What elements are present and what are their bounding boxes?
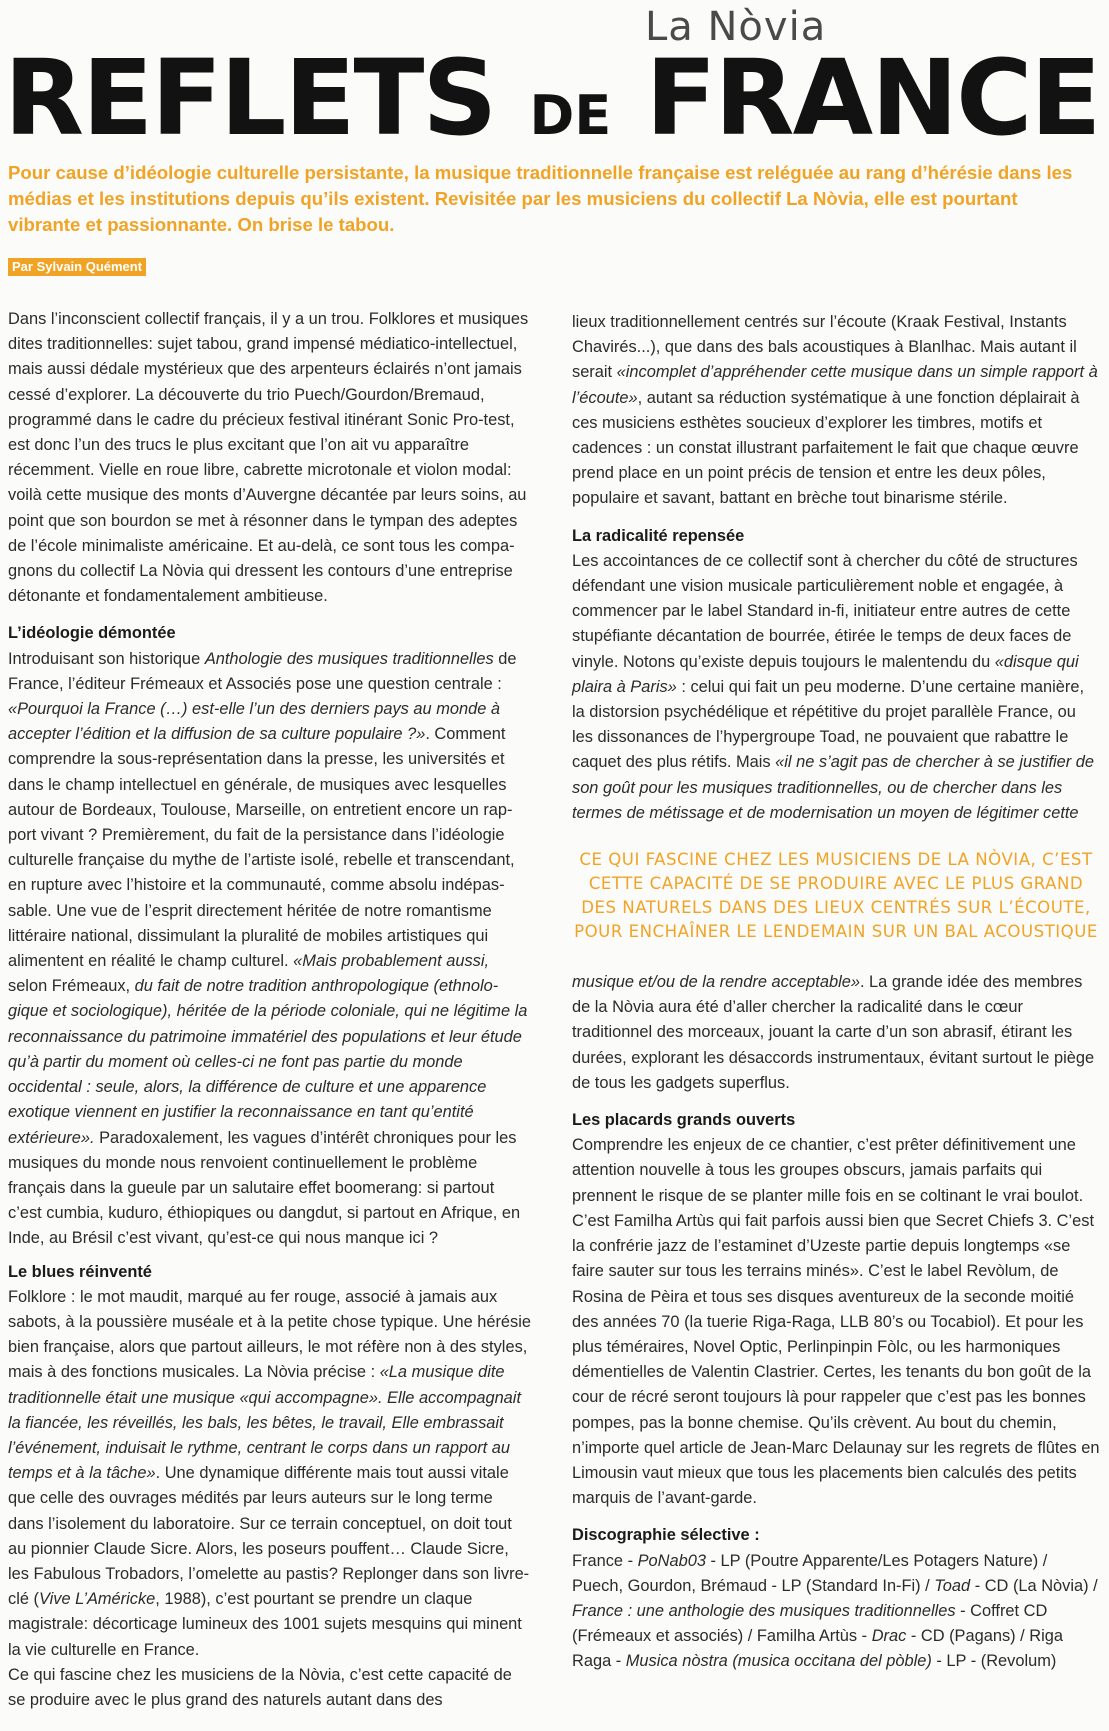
headline bbox=[4, 37, 1100, 168]
paragraph-discographie: France - PoNab03 - LP (Poutre Apparente/Les Potagers Nature) / Puech, Gourdon, Brémaud - LP (Standard In-Fi) / Toad - CD (La Nòvia) / France : une anthologie des musiques traditionnelles - Coffret CD (Frémeaux et associés) / Familha Artùs - Drac - CD (Pagans) / Riga Raga - Musica nòstra (musica occitana del pòble) - LP - (Revolum) bbox=[572, 1551, 1098, 1671]
paragraph-radicalite: Les accointances de ce collectif sont à chercher du côté de structures défendant une vision musicale particulièrement noble et engagée, à commencer par le label Standard in-fi, initiateur entre autres de cette stupéfiante décantation de bourrée, étirée le temps de deux faces de vinyle. Notons qu’existe depuis toujours le malentendu du «disque qui plaira à Paris» : celui qui fait un peu moderne. D’une certaine manière, la distorsion psychédélique et répétitive du projet parallèle France, ou les dissonances de l’hypergroupe Toad, ne pouvaient que rabattre le caquet des plus rétifs. Mais «il ne s’agit pas de chercher à se justifier de son goût pour les musiques traditionnelles, ou de chercher dans les termes de métissage et de modernisation un moyen de légitimer cette bbox=[572, 551, 1095, 822]
pull-quote: CE QUI FASCINE CHEZ LES MUSICIENS DE LA NÒVIA, C’EST CETTE CAPACITÉ DE SE PRODUIRE AVEC LE PLUS GRAND DES NATURELS DANS DES LIEUX CENTRÉS SUR L’ÉCOUTE, POUR ENCHAÎNER LE LENDEMAIN SUR UN BAL ACOUSTIQUE bbox=[574, 850, 1098, 942]
subheading-placards: Les placards grands ouverts bbox=[572, 1111, 796, 1130]
headline-france: FRANCE bbox=[611, 37, 1100, 159]
lead-paragraph: Pour cause d’idéologie culturelle persistante, la musique traditionnelle française est reléguée au rang d’hérésie dans les médias et les institutions depuis qu’ils existent. Revisitée par les musiciens du collectif La Nòvia, elle est pourtant vibrante et passionnante. On brise le tabou. bbox=[8, 162, 1073, 235]
subheading-blues: Le blues réinventé bbox=[8, 1262, 152, 1281]
paragraph-intro: Dans l’inconscient collectif français, il y a un trou. Folklores et musiques dites traditionnelles: sujet tabou, grand impensé médiatico-intellectuel, mais aussi dédale mystérieux que des arpenteurs éclairés n’ont jamais cessé d’explorer. La découverte du trio Puech/Gourdon/Bremaud, programmé dans le cadre du précieux festival itinérant Sonic Pro-test, est donc l’un des trucs le plus excitant que l’on ait vu apparaître récemment. Vielle en roue libre, cabrette microtonale et violon modal: voilà cette musique des monts d’Auvergne décantée par leurs soins, au point que son bourdon se met à résonner dans le tympan des adeptes de l’école minimaliste américaine. Et au-delà, ce sont tous les compa-gnons du collectif La Nòvia qui dressent les contours d’une entreprise détonante et fondamentalement ambitieuse. bbox=[8, 310, 529, 606]
subheading-ideologie: L’idéologie démontée bbox=[8, 624, 176, 643]
column-left bbox=[8, 307, 532, 1713]
subheading-discographie: Discographie sélective : bbox=[572, 1526, 760, 1545]
paragraph-lieux: lieux traditionnellement centrés sur l’écoute (Kraak Festival, Instants Chavirés...), que dans des bals acoustiques à Blanlhac. Mais autant il serait «incomplet d’appréhender cette musique dans un simple rapport à l’écoute», autant sa réduction systématique à une fonction déplairait à ces musiciens esthètes soucieux d’explorer les timbres, motifs et cadences : un constat illustrant parfaitement le fait que chaque œuvre prend place en un point précis de tension et entre les deux pôles, populaire et savant, battant en brèche tout binarisme stérile. bbox=[572, 313, 1098, 508]
subheading-radicalite: La radicalité repensée bbox=[572, 526, 745, 545]
paragraph-placards: Comprendre les enjeux de ce chantier, c’est prêter définitivement une attention nouvelle à tous les groupes obscurs, jamais parfaits qui prennent le risque de se planter mille fois en se coltinant le vrai boulot. C’est Familha Artùs qui fait parfois aussi bien que Secret Chiefs 3. C’est la confrérie jazz de l’estaminet d’Uzeste partie depuis longtemps «se faire sauter sur tous les terrains minés». C’est le label Revòlum, de Rosina de Pèira et tous ses disques aventureux de la seconde moitié des années 70 (la tuerie Riga-Raga, LLB 80’s ou Tocabiol). Et pour les plus téméraires, Novel Optic, Perlinpinpin Fòlc, ou les harmoniques démentielles de Valentin Clastrier. Certes, les tenants du bon goût de la cour de récré seront toujours là pour rappeler que c’est pas les bonnes pompes, pas la bonne chemise. Qu’ils crèvent. Au bout du chemin, n’importe quel article de Jean-Marc Delaunay sur les regrets de flûtes en Limousin vaut mieux que tous les placements bien calculés des petits marquis de l’avant-garde. bbox=[572, 1136, 1100, 1508]
column-right bbox=[572, 310, 1100, 1675]
byline: Par Sylvain Quément bbox=[8, 258, 146, 276]
kicker-band-name: La Nòvia bbox=[645, 4, 827, 50]
headline-de: DE bbox=[529, 84, 612, 147]
paragraph-blues-end: Ce qui fascine chez les musiciens de la Nòvia, c’est cette capacité de se produire avec le plus grand des naturels autant dans des bbox=[8, 1665, 512, 1709]
headline-reflets: REFLETS bbox=[4, 37, 530, 159]
paragraph-blues: Folklore : le mot maudit, marqué au fer rouge, associé à jamais aux sabots, à la poussière muséale et à la petite chose typique. Une hérésie bien française, alors que partout ailleurs, le mot réfère non à des styles, mais à des fonctions musicales. La Nòvia précise : «La musique dite traditionnelle était une musique «qui accompagne». Elle accompagnait la fiancée, les réveillés, les bals, les bêtes, le travail, Elle embrassait l’événement, induisait le rythme, centrant le corps dans un rapport au temps et à la tâche». Une dynamique différente mais tout aussi vitale que celle des ouvrages médités par leurs auteurs sur le long terme dans l’isolement du laboratoire. Sur ce terrain conceptuel, on doit tout au pionnier Claude Sicre. Alors, les poseurs pouffent… Claude Sicre, les Fabulous Trobadors, l’omelette au pastis? Replonger dans son livre-clé (Vive L’Américke, 1988), c’est pourtant se prendre un claque magistrale: décorticage lumineux des 1001 sujets mesquins qui minent la vie culturelle en France. bbox=[8, 1287, 531, 1659]
paragraph-radicalite-cont: musique et/ou de la rendre acceptable». La grande idée des membres de la Nòvia aura été d’aller chercher la radicalité dans le cœur traditionnel des morceaux, jouant la carte d’un son abrasif, étirant les durées, explorant les désaccords instrumentaux, évitant surtout le piège de tous les gadgets superflus. bbox=[572, 973, 1095, 1092]
paragraph-ideologie: Introduisant son historique Anthologie des musiques traditionnelles de France, l’éditeur Frémeaux et Associés pose une question centrale : «Pourquoi la France (…) est-elle l’un des derniers pays au monde à accepter l’édition et la diffusion de sa culture populaire ?». Comment comprendre la sous-représentation dans la presse, les universités et dans le champ intellectuel en générale, de musiques avec lesquelles autour de Bordeaux, Toulouse, Marseille, on entretient encore un rap-port vivant ? Premièrement, du fait de la persistance dans l’idéologie culturelle française du mythe de l’artiste isolé, rebelle et transcendant, en rupture avec l’histoire et la communauté, comme absolu indépas-sable. Une vue de l’esprit directement héritée de notre romantisme littéraire national, dissimulant la pluralité de mobiles artistiques qui alimentent en réalité le champ culturel. «Mais probablement aussi, selon Frémeaux, du fait de notre tradition anthropologique (ethnolo-gique et sociologique), héritée de la période coloniale, qui ne légitime la reconnaissance du patrimoine immatériel des populations et leur étude qu’à partir du moment où celles-ci ne font pas partie du monde occidental : seule, alors, la différence de culture et une apparence exotique viennent en justifier la reconnaissance en tant qu’entité extérieure». Paradoxalement, les vagues d’intérêt chroniques pour les musiques du monde nous renvoient continuellement le problème français dans la gueule par un salutaire effet boomerang: si partout c’est cumbia, kuduro, éthiopiques ou dangdut, si partout en Afrique, en Inde, au Brésil c’est vivant, qu’est-ce qui nous manque ici ? bbox=[8, 649, 528, 1248]
